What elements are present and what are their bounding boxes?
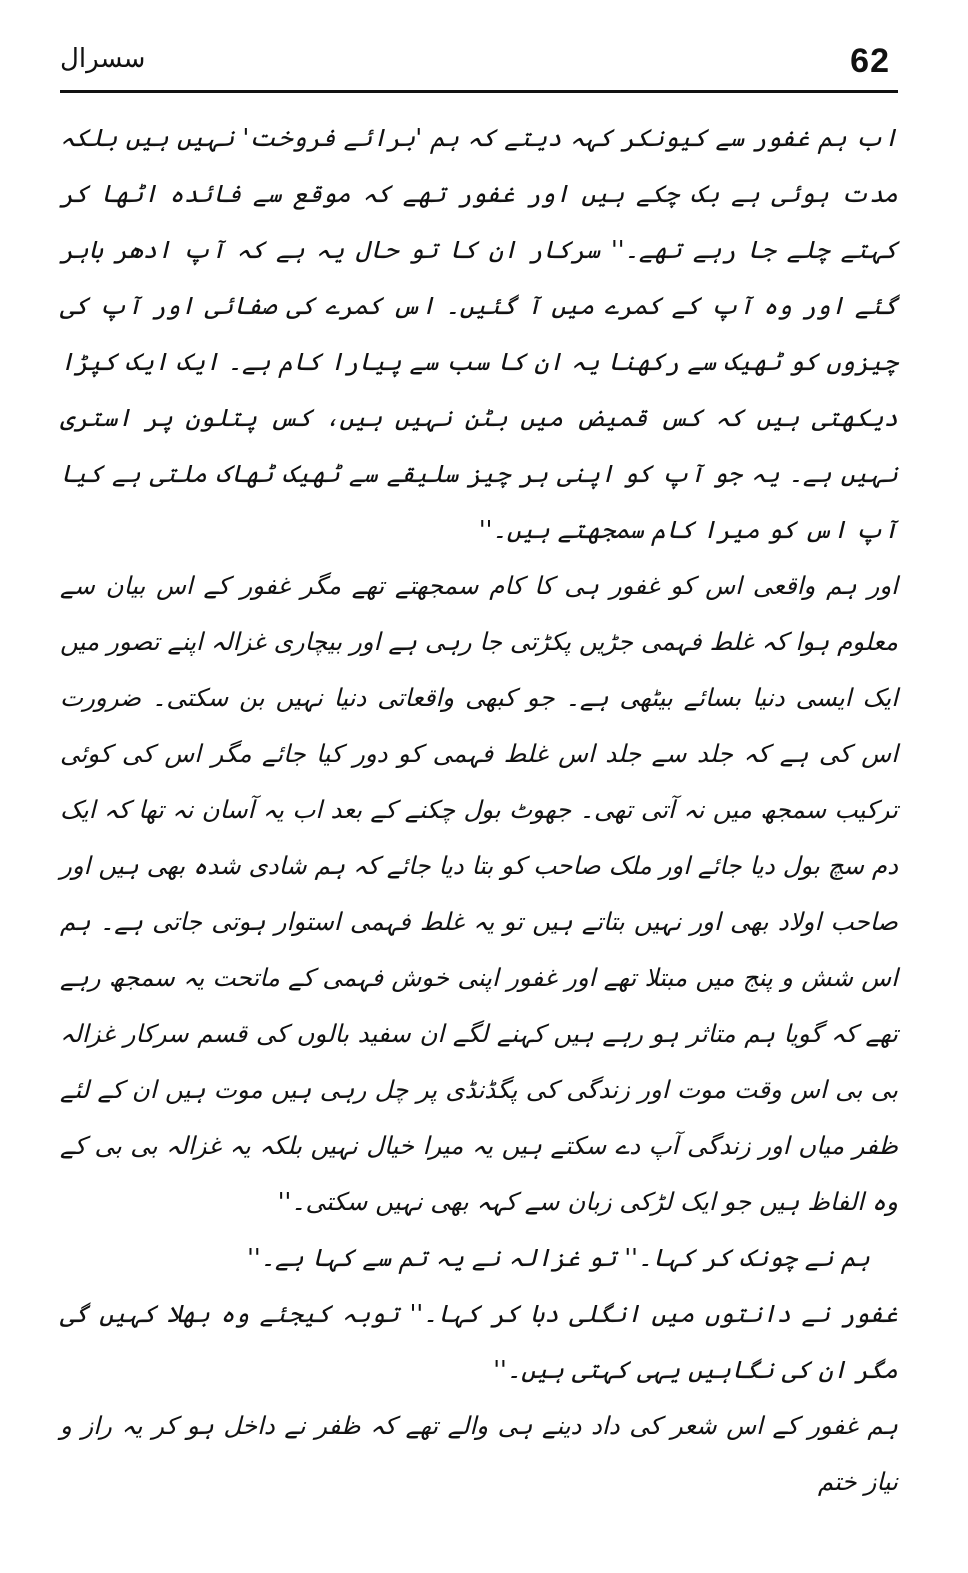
- paragraph-4: غفور نے دانتوں میں انگلی دبا کر کہا۔'' توبہ کیجئے وہ بھلا کہیں گی مگر ان کی نگاہیں یہی کہتی ہیں۔'': [60, 1299, 898, 1384]
- paragraph-2: اور ہم واقعی اس کو غفور ہی کا کام سمجھتے تھے مگر غفور کے اس بیان سے معلوم ہوا کہ غلط فہمی جڑیں پکڑتی جا رہی ہے اور بیچاری غزالہ اپنے تصور میں ایک ایسی دنیا بسائے بیٹھی ہے۔ جو کبھی واقعاتی دنیا نہیں بن سکتی۔ ضرورت اس کی ہے کہ جلد سے جلد اس غلط فہمی کو دور کیا جائے مگر اس کی کوئی ترکیب سمجھ میں نہ آتی تھی۔ جھوٹ بول چکنے کے بعد اب یہ آسان نہ تھا کہ ایک دم سچ بول دیا جائے اور ملک صاحب کو بتا دیا جائے کہ ہم شادی شدہ بھی ہیں اور صاحب اولاد بھی اور نہیں بتاتے ہیں تو یہ غلط فہمی استوار ہوتی جاتی ہے۔ ہم اس شش و پنج میں مبتلا تھے اور غفور اپنی خوش فہمی کے ماتحت یہ سمجھ رہے تھے کہ گویا ہم متاثر ہو رہے ہیں کہنے لگے ان سفید بالوں کی قسم سرکار غزالہ بی بی اس وقت موت اور زندگی کی پگڈنڈی پر چل رہی ہیں موت ہیں ان کے لئے ظفر میاں اور زندگی آپ دے سکتے ہیں یہ میرا خیال نہیں بلکہ یہ غزالہ بی بی کے وہ الفاظ ہیں جو ایک لڑکی زبان سے کہہ بھی نہیں سکتی۔'': [60, 571, 898, 1216]
- page-number: 62: [850, 42, 890, 80]
- page-header: [60, 40, 898, 93]
- paragraph-1: اب ہم غفور سے کیونکر کہہ دیتے کہ ہم 'برائے فروخت' نہیں ہیں بلکہ مدت ہوئی ہے بک چکے ہیں اور غفور تھے کہ موقع سے فائدہ اٹھا کر کہتے چلے جا رہے تھے۔'' سرکار ان کا تو حال یہ ہے کہ آپ ادھر باہر گئے اور وہ آپ کے کمرے میں آ گئیں۔ اس کمرے کی صفائی اور آپ کی چیزوں کو ٹھیک سے رکھنا یہ ان کا سب سے پیارا کام ہے۔ ایک ایک کپڑا دیکھتی ہیں کہ کس قمیض میں بٹن نہیں ہیں، کس پتلون پر استری نہیں ہے۔ یہ جو آپ کو اپنی ہر چیز سلیقے سے ٹھیک ٹھاک ملتی ہے کیا آپ اس کو میرا کام سمجھتے ہیں۔'': [60, 123, 898, 544]
- paragraph-5: ہم غفور کے اس شعر کی داد دینے ہی والے تھے کہ ظفر نے داخل ہو کر یہ راز و نیاز ختم: [60, 1411, 898, 1496]
- body-text: [60, 110, 898, 1510]
- running-title: سسرال: [60, 44, 146, 74]
- paragraph-3: ہم نے چونک کر کہا۔'' تو غزالہ نے یہ تم سے کہا ہے۔'': [247, 1243, 870, 1272]
